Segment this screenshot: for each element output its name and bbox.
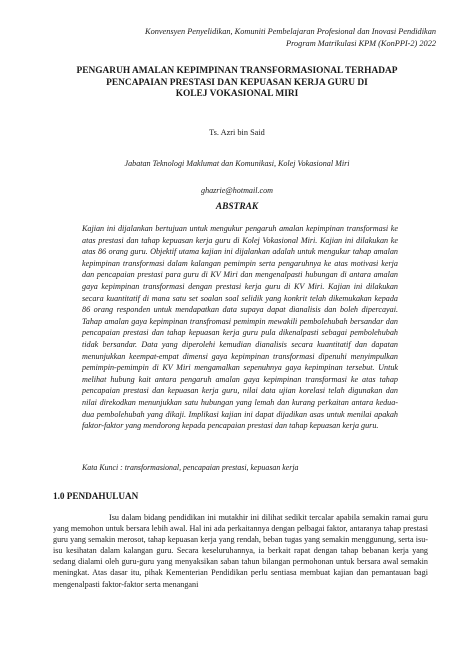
keywords: Kata Kunci : transformasional, pencapaian prestasi, kepuasan kerja: [82, 463, 299, 472]
section-text: Isu dalam bidang pendidikan ini mutakhir ini dilihat sedikit tercalar apabila semakin ramai guru yang memohon untuk bersara lebih awal. Hal ini ada perkaitannya dengan pelbagai faktor, antaranya tahap prestasi guru yang semakin merosot, tahap kepuasan kerja yang rendah, beban tugas yang semakin menggunung, serta isu-isu kesihatan dalam kalangan guru. Secara keseluruhannya, ia berkait rapat dengan tahap bebanan kerja yang sedang dialami oleh guru-guru yang menyaksikan saban tahun bilangan permohonan untuk bersara awal semakin meningkat. Atas dasar itu, pihak Kementerian Pendidikan perlu sentiasa membuat kajian dan pemantauan bagi mengenalpasti faktor-faktor serta menangani: [53, 513, 428, 589]
running-header: [76, 26, 436, 50]
abstract-heading: ABSTRAK: [215, 202, 259, 212]
author-affiliation: Jabatan Teknologi Maklumat dan Komunikasi, Kolej Vokasional Miri: [124, 159, 350, 168]
paper-title: [40, 66, 434, 101]
title-line-3: KOLEJ VOKASIONAL MIRI: [175, 89, 299, 99]
title-line-2: PENCAPAIAN PRESTASI DAN KEPUASAN KERJA GURU DI: [106, 77, 368, 88]
author-name: Ts. Azri bin Said: [209, 128, 265, 137]
title-line-1: PENGARUH AMALAN KEPIMPINAN TRANSFORMASIONAL TERHADAP: [76, 66, 398, 76]
header-conference: Konvensyen Penyelidikan, Komuniti Pembelajaran Profesional dan Inovasi Pendidikan: [145, 27, 436, 36]
abstract-text: Kajian ini dijalankan bertujuan untuk mengukur pengaruh amalan kepimpinan transformasi ke atas prestasi dan tahap kepuasan kerja guru di Kolej Vokasional Miri. Kajian ini dilakukan ke atas 86 orang guru. Objektif utama kajian ini dijalankan adalah untuk mengukur tahap amalan kepimpinan transformasi dalam kalangan pemimpin serta pengaruhnya ke atas motivasi kerja dan pencapaian prestasi para guru di KV Miri dan mengenalpasti hubungan di antara amalan gaya kepimpinan transformasi dengan prestasi kerja guru di KV Miri. Kajian ini dilakukan secara kuantitatif di mana satu set soalan soal selidik yang konkrit telah dikemukakan kepada 86 orang responden untuk mendapatkan data supaya dapat dianalisis dan boleh dipercayai. Tahap amalan gaya kepimpinan transfromasi pemimpin mewakili pembolehubah bersandar dan pencapaian prestasi dan tahap kepuasan kerja guru pula dikenalpasti sebagai pembolehubah tidak bersandar. Data yang diperolehi kemudian dianalisis secara kuantitatif dan dapatan menunjukkan keempat-empat dimensi gaya kepimpinan transformasi dipenuhi menyimpulkan pemimpin-pemimpin di KV Miri mengamalkan sepenuhnya gaya kepimpinan tersebut. Untuk melihat hubung kait antara pengaruh amalan gaya kepimpinan transformasi ke atas tahap pencapaian prestasi dan kepuasan kerja guru, nilai data ujian korelasi telah digunakan dan nilai direkodkan menunjukkan satu hubungan yang lemah dan kurang perkaitan antara kedua-dua pembolehubah yang dikaji. Implikasi kajian ini dapat dijadikan asas untuk menilai apakah faktor-faktor yang mendorong kepada pencapaian prestasi dan tahap kepuasan kerja guru.: [82, 224, 398, 431]
header-program: Program Matrikulasi KPM (KonPPI-2) 2022: [286, 39, 436, 48]
section-heading: 1.0 PENDAHULUAN: [53, 491, 139, 501]
author-email: ghazrie@hotmail.com: [201, 186, 273, 195]
